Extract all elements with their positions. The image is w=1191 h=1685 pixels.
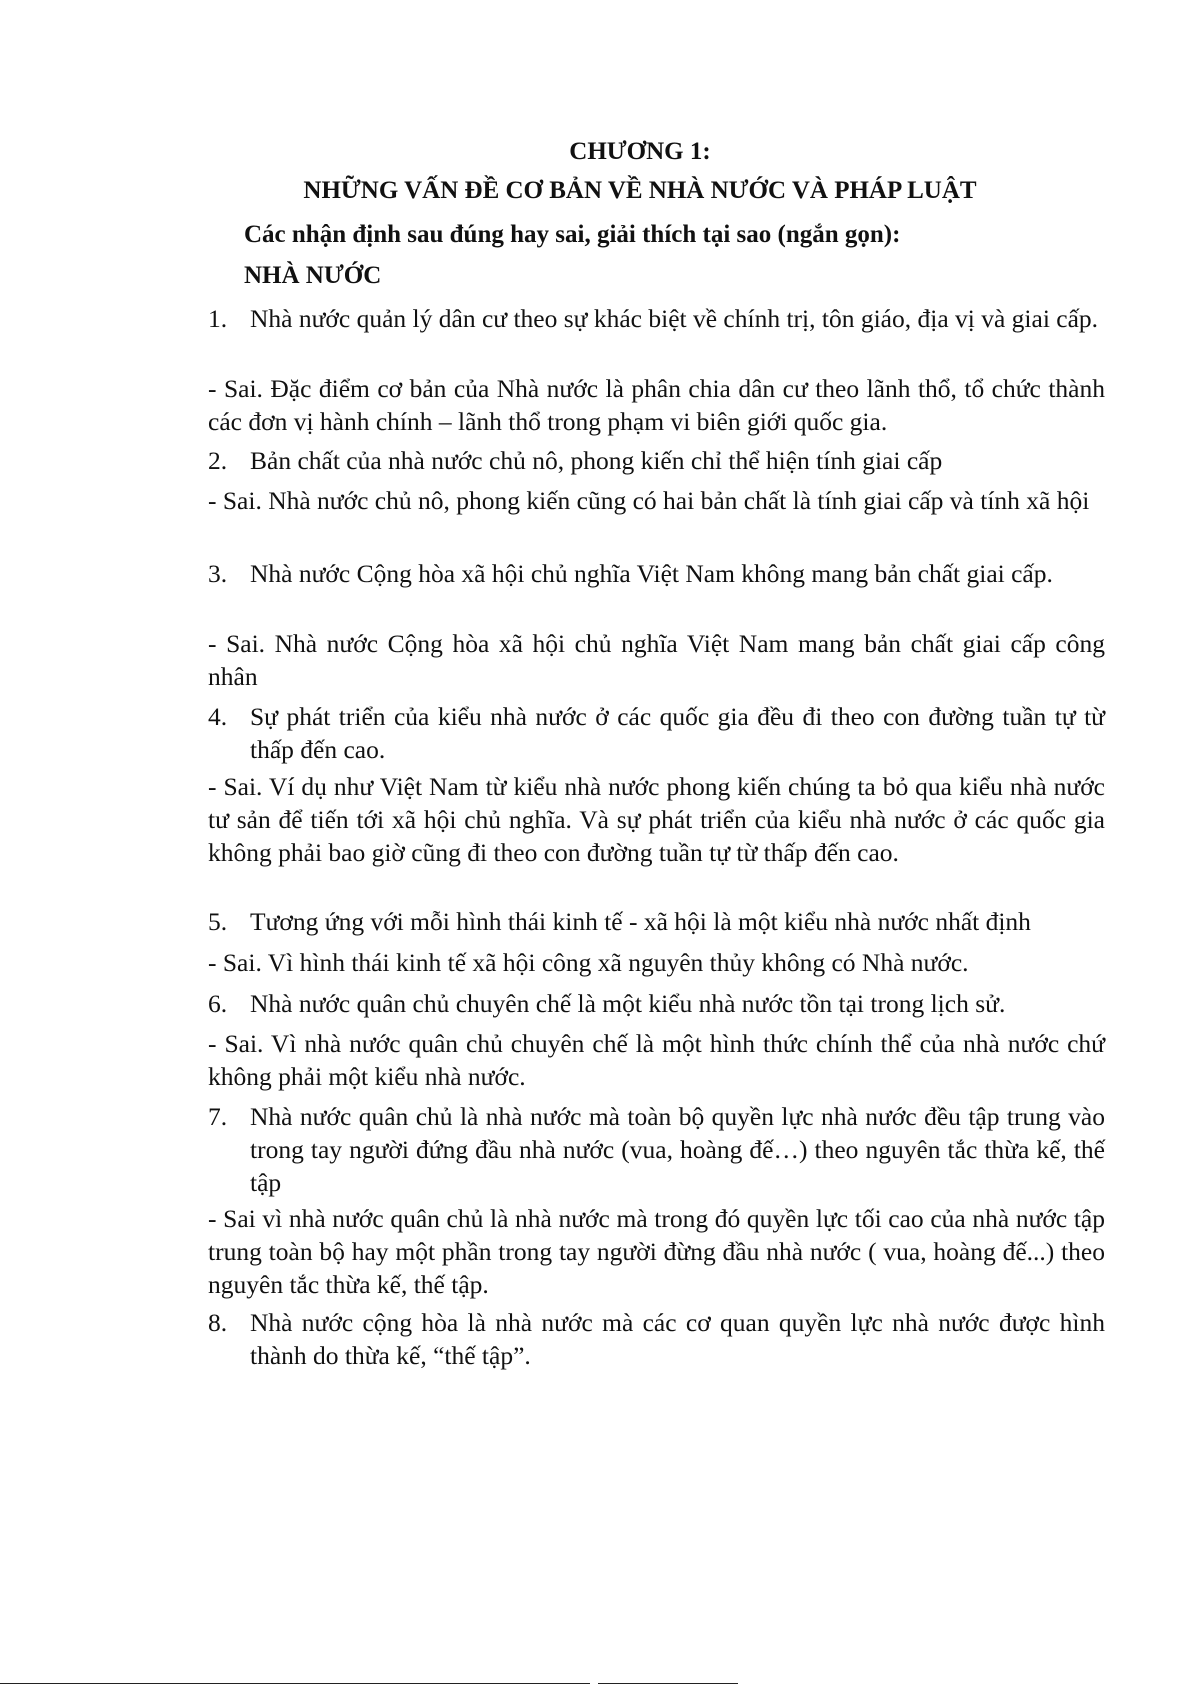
answer-text: - Sai. Đặc điểm cơ bản của Nhà nước là phân chia dân cư theo lãnh thổ, tổ chức thành các đơn vị hành chính – lãnh thổ trong phạm vi biên giới quốc gia. (208, 374, 1105, 436)
question-number: 2. (208, 446, 228, 475)
section-title: NHÀ NƯỚC (244, 262, 382, 289)
question-text: Nhà nước quản lý dân cư theo sự khác biệt về chính trị, tôn giáo, địa vị và giai cấp. (250, 304, 1099, 333)
question-item (208, 700, 1105, 766)
question-number: 7. (208, 1102, 228, 1131)
question-text: Bản chất của nhà nước chủ nô, phong kiến chỉ thể hiện tính giai cấp (250, 446, 943, 475)
question-item (208, 1306, 1105, 1372)
question-number: 3. (208, 559, 228, 588)
question-number: 4. (208, 702, 228, 731)
answer-text: - Sai vì nhà nước quân chủ là nhà nước mà trong đó quyền lực tối cao của nhà nước tập trung toàn bộ hay một phần trong tay người đừng đầu nhà nước ( vua, hoàng đế...) theo nguyên tắc thừa kế, thế tập. (208, 1204, 1105, 1299)
footer-divider (598, 1683, 738, 1684)
question-number: 8. (208, 1308, 228, 1337)
answer-text: - Sai. Nhà nước chủ nô, phong kiến cũng có hai bản chất là tính giai cấp và tính xã hội (208, 486, 1090, 515)
question-text: Nhà nước cộng hòa là nhà nước mà các cơ quan quyền lực nhà nước được hình thành do thừa kế, “thế tập”. (250, 1308, 1105, 1370)
question-text: Tương ứng với mỗi hình thái kinh tế - xã hội là một kiểu nhà nước nhất định (250, 907, 1031, 936)
question-text: Sự phát triển của kiểu nhà nước ở các quốc gia đều đi theo con đường tuần tự từ thấp đến cao. (250, 702, 1105, 764)
question-text: Nhà nước Cộng hòa xã hội chủ nghĩa Việt Nam không mang bản chất giai cấp. (250, 559, 1053, 588)
question-item (208, 444, 1105, 477)
question-item (208, 987, 1105, 1020)
question-number: 6. (208, 989, 228, 1018)
chapter-subtitle: NHỮNG VẤN ĐỀ CƠ BẢN VỀ NHÀ NƯỚC VÀ PHÁP LUẬT (303, 177, 977, 204)
footer-divider (0, 1683, 590, 1684)
question-item (208, 1100, 1105, 1199)
answer-text: - Sai. Ví dụ như Việt Nam từ kiểu nhà nước phong kiến chúng ta bỏ qua kiểu nhà nước tư sản để tiến tới xã hội chủ nghĩa. Và sự phát triển của kiểu nhà nước ở các quốc gia không phải bao giờ cũng đi theo con đường tuần tự từ thấp đến cao. (208, 772, 1105, 867)
question-item (208, 905, 1105, 938)
question-text: Nhà nước quân chủ là nhà nước mà toàn bộ quyền lực nhà nước đều tập trung vào trong tay người đứng đầu nhà nước (vua, hoàng đế…) theo nguyên tắc thừa kế, thế tập (250, 1102, 1105, 1197)
instruction-heading: Các nhận định sau đúng hay sai, giải thích tại sao (ngắn gọn): (244, 221, 901, 248)
question-item (208, 302, 1105, 335)
answer-text: - Sai. Vì hình thái kinh tế xã hội công xã nguyên thủy không có Nhà nước. (208, 948, 969, 977)
question-text: Nhà nước quân chủ chuyên chế là một kiểu nhà nước tồn tại trong lịch sử. (250, 989, 1006, 1018)
answer-text: - Sai. Nhà nước Cộng hòa xã hội chủ nghĩa Việt Nam mang bản chất giai cấp công nhân (208, 629, 1105, 691)
question-number: 5. (208, 907, 228, 936)
answer-text: - Sai. Vì nhà nước quân chủ chuyên chế là một hình thức chính thể của nhà nước chứ không phải một kiểu nhà nước. (208, 1029, 1105, 1091)
question-number: 1. (208, 304, 228, 333)
chapter-title: CHƯƠNG 1: (569, 138, 711, 165)
question-item (208, 557, 1105, 590)
